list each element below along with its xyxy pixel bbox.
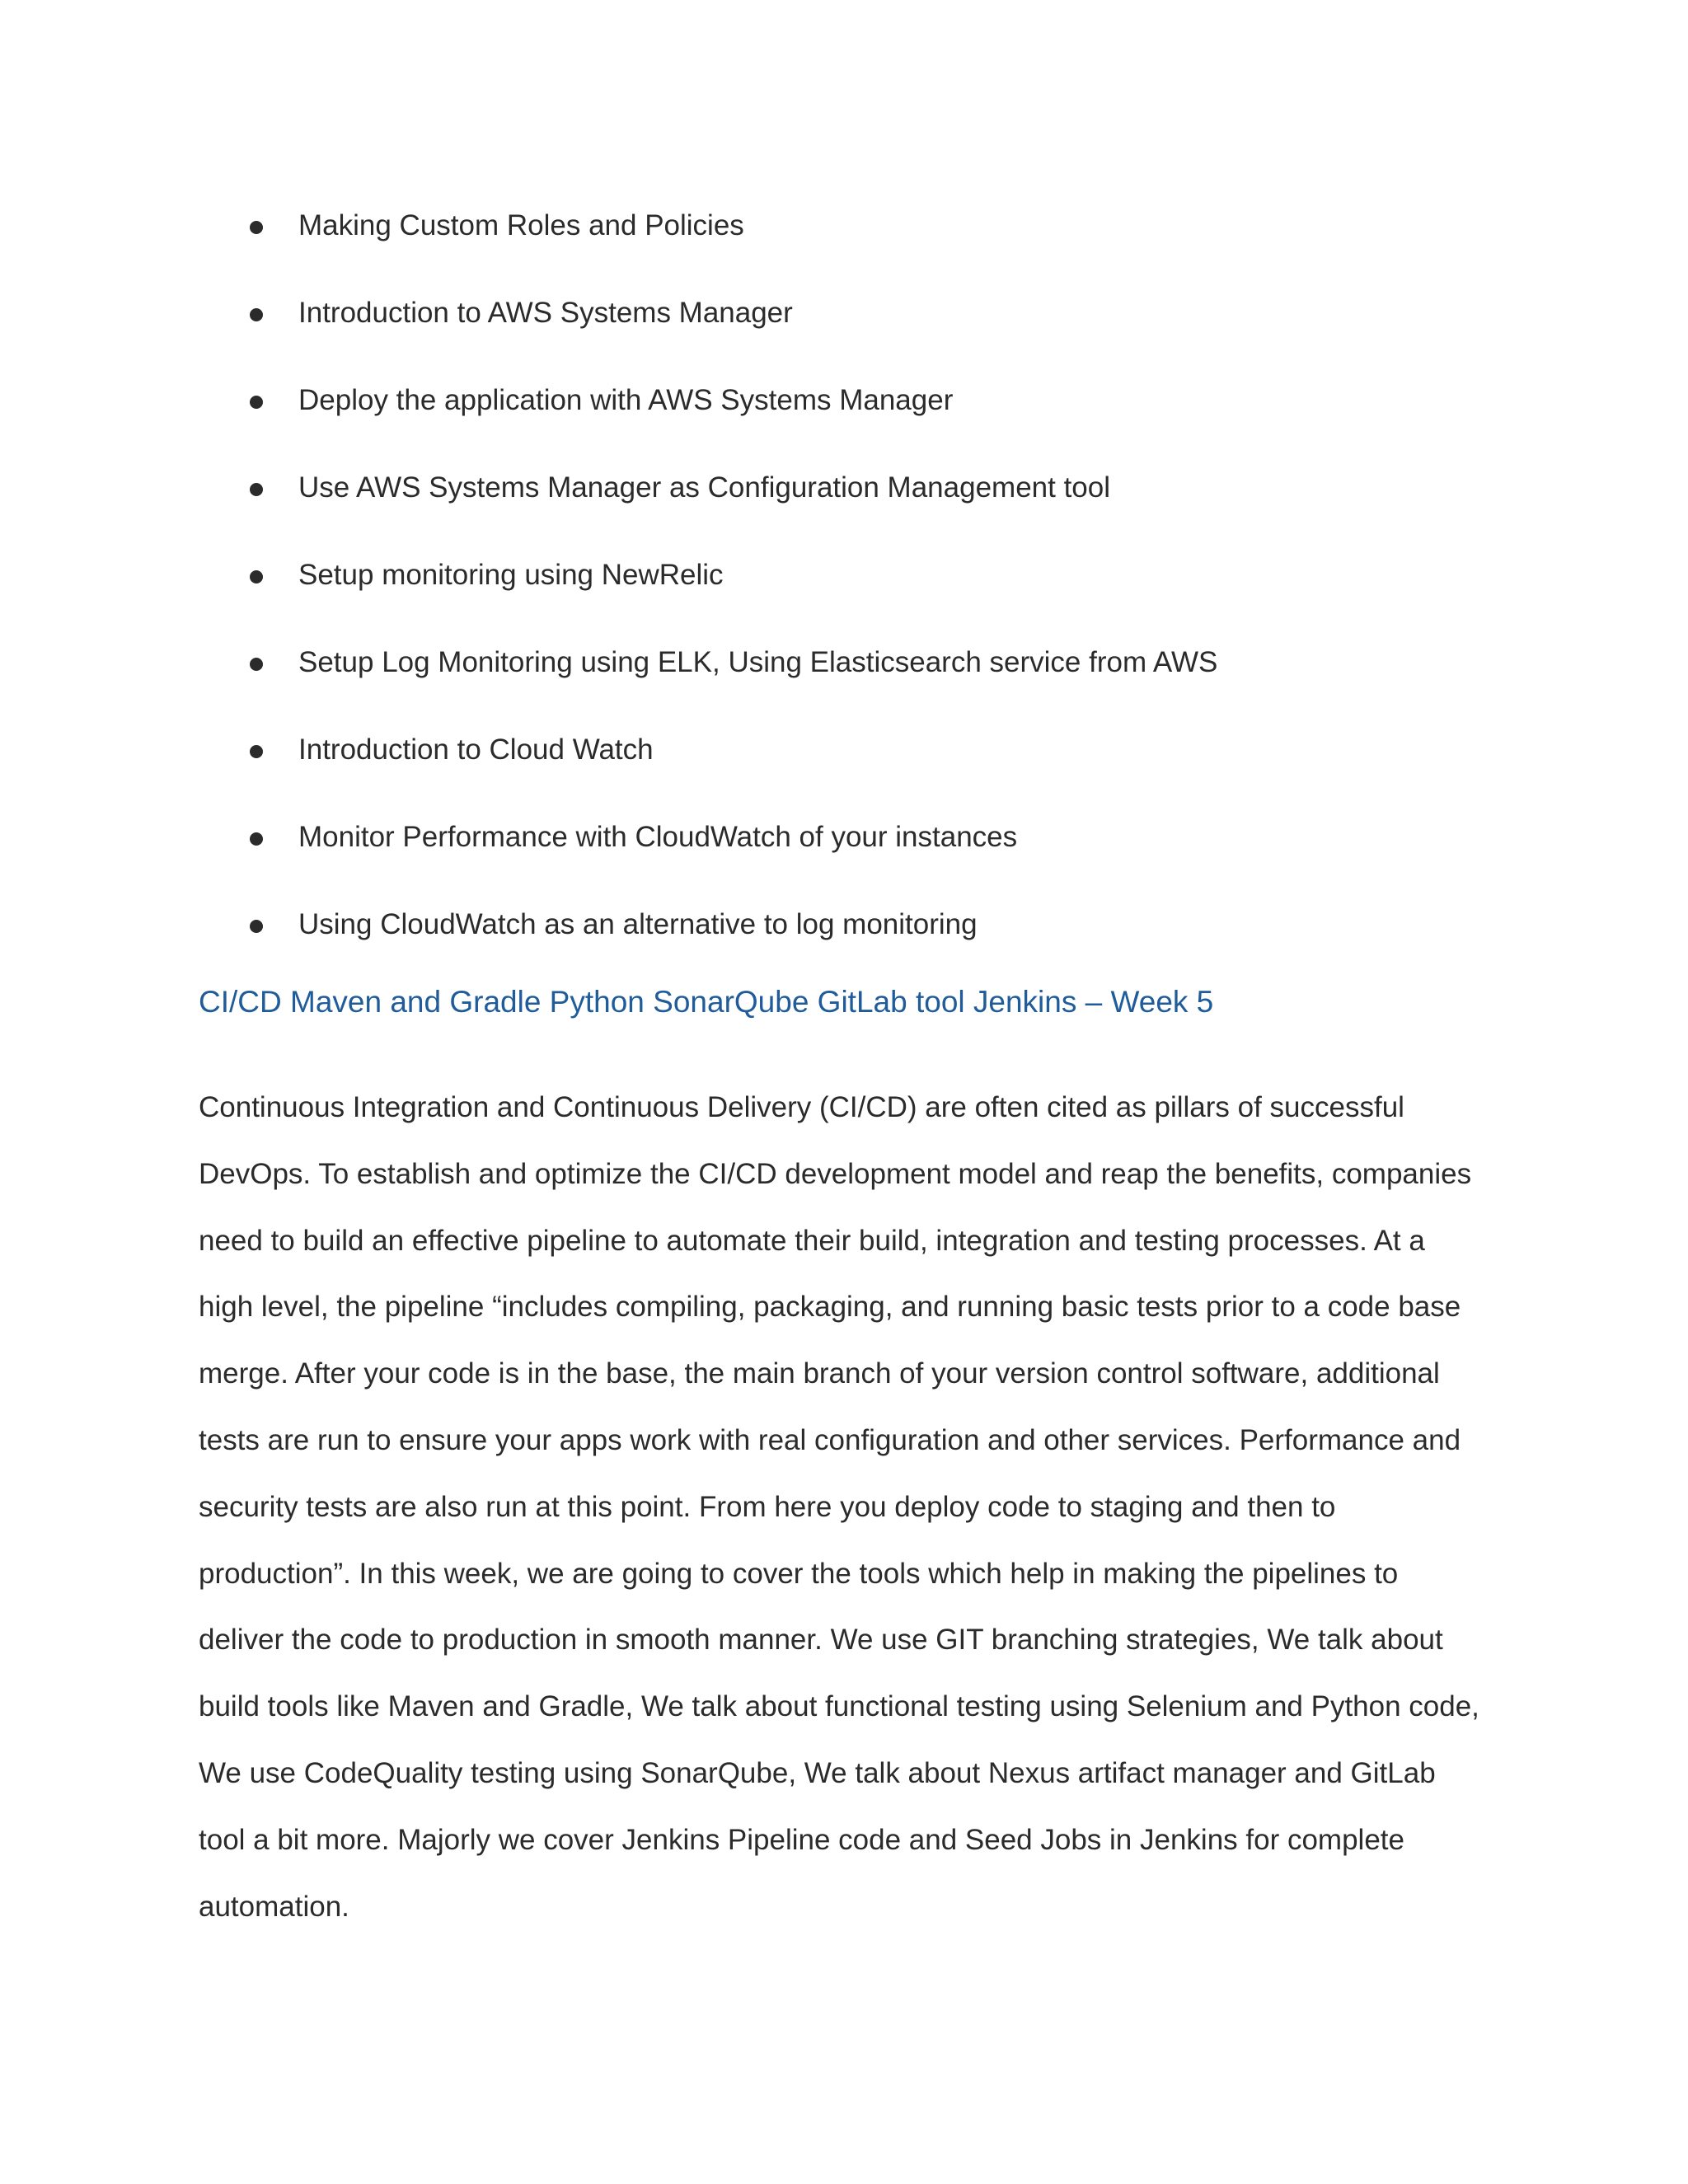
- paragraph-line: tool a bit more. Majorly we cover Jenkins Pipeline code and Seed Jobs in Jenkins for complete: [199, 1823, 1404, 1856]
- paragraph-line: DevOps. To establish and optimize the CI/CD development model and reap the benefits, companies: [199, 1157, 1472, 1190]
- list-item: [0, 204, 1484, 292]
- list-item-text: Making Custom Roles and Policies: [298, 209, 744, 241]
- bullet-icon: [250, 570, 263, 583]
- paragraph-line: We use CodeQuality testing using SonarQube, We talk about Nexus artifact manager and GitLab: [199, 1756, 1436, 1789]
- bullet-icon: [250, 745, 263, 758]
- list-item: [0, 379, 1484, 466]
- paragraph-line: tests are run to ensure your apps work with real configuration and other services. Performance and: [199, 1423, 1461, 1456]
- bullet-icon: [250, 308, 263, 321]
- section-paragraph: [199, 1075, 1493, 1940]
- list-item: [0, 903, 1484, 991]
- paragraph-line: automation.: [199, 1890, 349, 1923]
- list-item-text: Deploy the application with AWS Systems Manager: [298, 384, 954, 416]
- list-item-text: Introduction to AWS Systems Manager: [298, 297, 793, 329]
- bullet-icon: [250, 832, 263, 846]
- paragraph-line: Continuous Integration and Continuous Delivery (CI/CD) are often cited as pillars of successful: [199, 1091, 1404, 1123]
- list-item: [0, 729, 1484, 816]
- topic-bullet-list: [0, 204, 1484, 991]
- section-heading: CI/CD Maven and Gradle Python SonarQube GitLab tool Jenkins – Week 5: [199, 985, 1214, 1019]
- paragraph-line: need to build an effective pipeline to automate their build, integration and testing processes. At a: [199, 1224, 1425, 1257]
- paragraph-line: security tests are also run at this point. From here you deploy code to staging and then to: [199, 1490, 1336, 1523]
- list-item-text: Using CloudWatch as an alternative to log monitoring: [298, 908, 978, 940]
- bullet-icon: [250, 396, 263, 409]
- paragraph-line: deliver the code to production in smooth manner. We use GIT branching strategies, We talk about: [199, 1624, 1443, 1657]
- paragraph-line: high level, the pipeline “includes compiling, packaging, and running basic tests prior to a code base: [199, 1291, 1461, 1324]
- paragraph-line: production”. In this week, we are going to cover the tools which help in making the pipelines to: [199, 1557, 1399, 1590]
- list-item-text: Use AWS Systems Manager as Configuration Management tool: [298, 471, 1111, 504]
- bullet-icon: [250, 658, 263, 671]
- list-item-text: Introduction to Cloud Watch: [298, 733, 654, 766]
- list-item-text: Setup monitoring using NewRelic: [298, 559, 724, 591]
- bullet-icon: [250, 221, 263, 234]
- list-item: [0, 466, 1484, 554]
- bullet-icon: [250, 920, 263, 933]
- paragraph-line: build tools like Maven and Gradle, We talk about functional testing using Selenium and Python code,: [199, 1690, 1479, 1723]
- list-item: [0, 554, 1484, 641]
- list-item: [0, 816, 1484, 903]
- bullet-icon: [250, 483, 263, 496]
- list-item: [0, 292, 1484, 379]
- list-item: [0, 641, 1484, 729]
- list-item-text: Monitor Performance with CloudWatch of your instances: [298, 821, 1018, 853]
- list-item-text: Setup Log Monitoring using ELK, Using Elasticsearch service from AWS: [298, 646, 1218, 678]
- paragraph-line: merge. After your code is in the base, the main branch of your version control software, additional: [199, 1357, 1440, 1390]
